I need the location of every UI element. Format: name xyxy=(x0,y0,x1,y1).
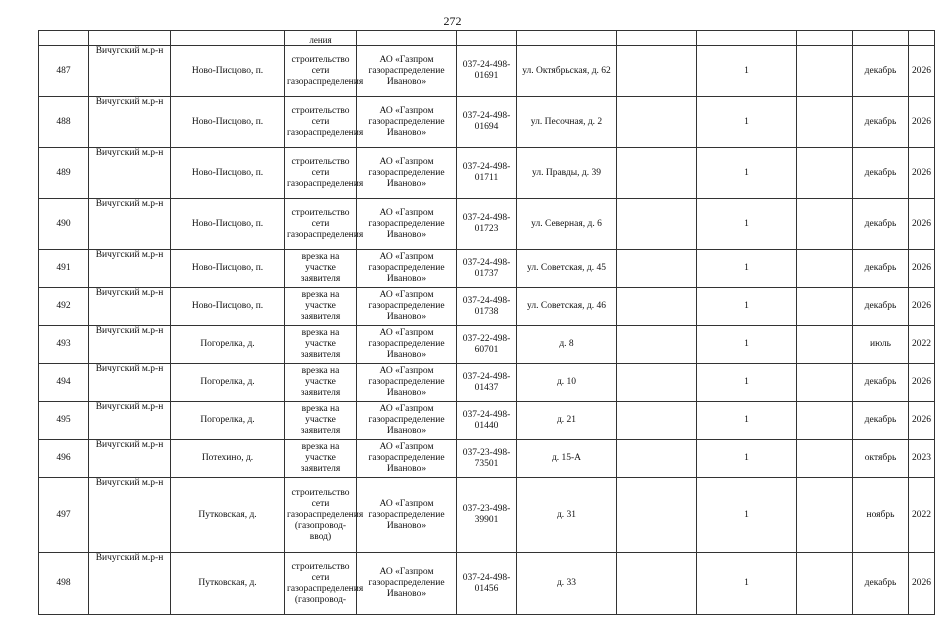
cell-empty xyxy=(617,199,697,250)
cell-work-text: врезка на участке заявителя xyxy=(300,328,341,360)
cell-month: декабрь xyxy=(853,288,909,326)
cell-num: 497 xyxy=(39,478,89,553)
cell-empty xyxy=(797,288,853,326)
cell-qty: 1 xyxy=(697,288,797,326)
table-row xyxy=(39,440,935,478)
cell-code: 037-23-498-39901 xyxy=(457,478,517,553)
cell-district: Вичугский м.р-н xyxy=(89,326,171,364)
cell-org: АО «Газпром газораспределение Иваново» xyxy=(357,148,457,199)
cell-empty xyxy=(797,402,853,440)
cell-code: 037-22-498-60701 xyxy=(457,326,517,364)
cell-year: 2026 xyxy=(909,402,935,440)
table-row xyxy=(39,46,935,97)
cell-work-text: строительство сети газораспределения xyxy=(287,156,364,189)
cell-org: АО «Газпром газораспределение Иваново» xyxy=(357,250,457,288)
cell-work xyxy=(285,553,364,615)
cell-code: 037-24-498-01711 xyxy=(457,148,517,199)
cell-month: декабрь xyxy=(853,46,909,97)
cell-month: июль xyxy=(853,326,909,364)
cell-empty xyxy=(617,478,697,553)
cell-locality: Ново-Писцово, п. xyxy=(171,148,285,199)
cell-year: 2026 xyxy=(909,148,935,199)
cell-empty xyxy=(617,97,697,148)
cell-address: ул. Песочная, д. 2 xyxy=(517,97,617,148)
cell-district: Вичугский м.р-н xyxy=(89,553,171,615)
table-row xyxy=(39,250,935,288)
cell-code: 037-24-498-01437 xyxy=(457,364,517,402)
cell-year: 2026 xyxy=(909,288,935,326)
table-row xyxy=(39,148,935,199)
cell-org: АО «Газпром газораспределение Иваново» xyxy=(357,364,457,402)
cell-work-text: врезка на участке заявителя xyxy=(300,366,341,398)
cell-empty xyxy=(617,402,697,440)
cell-empty xyxy=(617,440,697,478)
cell-work xyxy=(285,440,357,478)
cell-address: д. 15-А xyxy=(517,440,617,478)
cell-locality: Погорелка, д. xyxy=(171,364,285,402)
cell-address: ул. Советская, д. 46 xyxy=(517,288,617,326)
cell-qty: 1 xyxy=(697,46,797,97)
cell-district: Вичугский м.р-н xyxy=(89,364,171,402)
cell-locality: Путковская, д. xyxy=(171,478,285,553)
cell-locality: Ново-Писцово, п. xyxy=(171,250,285,288)
cell-work-text: строительство сети газораспределения (газопровод- xyxy=(287,561,364,605)
cell-code: 037-24-498-01723 xyxy=(457,199,517,250)
cell-month: декабрь xyxy=(853,97,909,148)
cell-district: Вичугский м.р-н xyxy=(89,250,171,288)
cell-district: Вичугский м.р-н xyxy=(89,402,171,440)
cell-locality: Ново-Писцово, п. xyxy=(171,288,285,326)
cell-empty xyxy=(797,250,853,288)
table-row xyxy=(39,402,935,440)
cell-qty: 1 xyxy=(697,97,797,148)
cell-num: 494 xyxy=(39,364,89,402)
cell-empty xyxy=(617,288,697,326)
page-number: 272 xyxy=(443,14,462,28)
cell-empty xyxy=(617,553,697,615)
cell-empty xyxy=(797,326,853,364)
cell-qty: 1 xyxy=(697,250,797,288)
cell-empty xyxy=(797,199,853,250)
cell-month: декабрь xyxy=(853,364,909,402)
cell-org: АО «Газпром газораспределение Иваново» xyxy=(357,402,457,440)
cell-work-text: врезка на участке заявителя xyxy=(300,442,341,474)
cell-district: Вичугский м.р-н xyxy=(89,148,171,199)
cell-org: АО «Газпром газораспределение Иваново» xyxy=(357,553,457,615)
cell-year: 2022 xyxy=(909,478,935,553)
cell-month: декабрь xyxy=(853,199,909,250)
cell-work xyxy=(285,250,357,288)
cell-work-text: врезка на участке заявителя xyxy=(300,252,341,284)
cell-work xyxy=(285,148,364,199)
cell-num: 487 xyxy=(39,46,89,97)
cell-year: 2026 xyxy=(909,553,935,615)
continuation-row xyxy=(39,31,935,46)
cell-qty: 1 xyxy=(697,440,797,478)
cell-locality: Путковская, д. xyxy=(171,553,285,615)
cell-code: 037-24-498-01694 xyxy=(457,97,517,148)
cell-locality: Ново-Писцово, п. xyxy=(171,46,285,97)
cell-year: 2026 xyxy=(909,250,935,288)
cell-work-text: врезка на участке заявителя xyxy=(300,290,341,322)
cell-empty xyxy=(617,250,697,288)
cell-work-text: строительство сети газораспределения xyxy=(287,207,364,240)
cell-num: 491 xyxy=(39,250,89,288)
cell-num: 498 xyxy=(39,553,89,615)
cell-month: декабрь xyxy=(853,553,909,615)
table-row xyxy=(39,288,935,326)
cell-year: 2026 xyxy=(909,46,935,97)
cell-num: 488 xyxy=(39,97,89,148)
cell-year: 2026 xyxy=(909,199,935,250)
cell-num: 496 xyxy=(39,440,89,478)
cell-qty: 1 xyxy=(697,199,797,250)
cell-work xyxy=(285,326,357,364)
cell-address: д. 8 xyxy=(517,326,617,364)
table-body xyxy=(39,31,935,615)
cell-qty: 1 xyxy=(697,402,797,440)
cell-locality: Погорелка, д. xyxy=(171,402,285,440)
cell-work xyxy=(285,364,357,402)
cell-num: 492 xyxy=(39,288,89,326)
cell-num: 495 xyxy=(39,402,89,440)
cell-work xyxy=(285,199,364,250)
cell-district: Вичугский м.р-н xyxy=(89,97,171,148)
cell-locality: Погорелка, д. xyxy=(171,326,285,364)
cell-num: 493 xyxy=(39,326,89,364)
cell-district: Вичугский м.р-н xyxy=(89,46,171,97)
cell-qty: 1 xyxy=(697,148,797,199)
cell-empty xyxy=(797,46,853,97)
cell-qty: 1 xyxy=(697,326,797,364)
cell-locality: Ново-Писцово, п. xyxy=(171,97,285,148)
cell-empty xyxy=(797,364,853,402)
cell-work-text: врезка на участке заявителя xyxy=(300,404,341,436)
table-row xyxy=(39,97,935,148)
cell-address: д. 10 xyxy=(517,364,617,402)
cell-empty xyxy=(617,46,697,97)
cell-empty xyxy=(797,148,853,199)
cell-address: ул. Октябрьская, д. 62 xyxy=(517,46,617,97)
cell-org: АО «Газпром газораспределение Иваново» xyxy=(357,478,457,553)
cell-month: ноябрь xyxy=(853,478,909,553)
cell-code: 037-23-498-73501 xyxy=(457,440,517,478)
cell-address: д. 21 xyxy=(517,402,617,440)
cell-work xyxy=(285,46,364,97)
cell-org: АО «Газпром газораспределение Иваново» xyxy=(357,199,457,250)
table-row xyxy=(39,553,935,615)
cell-work-text: строительство сети газораспределения (газопровод-ввод) xyxy=(287,487,364,542)
cell-year: 2026 xyxy=(909,364,935,402)
cell-empty xyxy=(797,97,853,148)
cell-code: 037-24-498-01737 xyxy=(457,250,517,288)
cell-work: ления xyxy=(285,31,357,46)
cell-district: Вичугский м.р-н xyxy=(89,199,171,250)
cell-empty xyxy=(797,440,853,478)
cell-qty: 1 xyxy=(697,553,797,615)
cell-address: ул. Северная, д. 6 xyxy=(517,199,617,250)
cell-district: Вичугский м.р-н xyxy=(89,478,171,553)
cell-month: декабрь xyxy=(853,250,909,288)
cell-org: АО «Газпром газораспределение Иваново» xyxy=(357,326,457,364)
table-row xyxy=(39,326,935,364)
cell-address: ул. Советская, д. 45 xyxy=(517,250,617,288)
cell-address: ул. Правды, д. 39 xyxy=(517,148,617,199)
register-table xyxy=(38,30,935,615)
cell-code: 037-24-498-01456 xyxy=(457,553,517,615)
cell-year: 2026 xyxy=(909,97,935,148)
cell-work xyxy=(285,97,364,148)
cell-district: Вичугский м.р-н xyxy=(89,288,171,326)
cell-code: 037-24-498-01440 xyxy=(457,402,517,440)
cell-work xyxy=(285,288,357,326)
cell-district: Вичугский м.р-н xyxy=(89,440,171,478)
cell-month: октябрь xyxy=(853,440,909,478)
cell-month: декабрь xyxy=(853,148,909,199)
table-row xyxy=(39,478,935,553)
cell-locality: Потехино, д. xyxy=(171,440,285,478)
cell-empty xyxy=(797,478,853,553)
cell-org: АО «Газпром газораспределение Иваново» xyxy=(357,440,457,478)
cell-month: декабрь xyxy=(853,402,909,440)
cell-year: 2022 xyxy=(909,326,935,364)
cell-empty xyxy=(617,148,697,199)
cell-org: АО «Газпром газораспределение Иваново» xyxy=(357,97,457,148)
cell-work xyxy=(285,478,364,553)
cell-address: д. 33 xyxy=(517,553,617,615)
cell-qty: 1 xyxy=(697,364,797,402)
cell-address: д. 31 xyxy=(517,478,617,553)
table-row xyxy=(39,199,935,250)
cell-code: 037-24-498-01738 xyxy=(457,288,517,326)
cell-work-text: строительство сети газораспределения xyxy=(287,105,364,138)
cell-empty xyxy=(797,553,853,615)
cell-org: АО «Газпром газораспределение Иваново» xyxy=(357,288,457,326)
cell-empty xyxy=(617,364,697,402)
cell-qty: 1 xyxy=(697,478,797,553)
cell-num: 489 xyxy=(39,148,89,199)
table-row xyxy=(39,364,935,402)
cell-work-text: строительство сети газораспределения xyxy=(287,54,364,87)
cell-code: 037-24-498-01691 xyxy=(457,46,517,97)
cell-year: 2023 xyxy=(909,440,935,478)
cell-org: АО «Газпром газораспределение Иваново» xyxy=(357,46,457,97)
cell-locality: Ново-Писцово, п. xyxy=(171,199,285,250)
cell-num: 490 xyxy=(39,199,89,250)
cell-empty xyxy=(617,326,697,364)
cell-work xyxy=(285,402,357,440)
